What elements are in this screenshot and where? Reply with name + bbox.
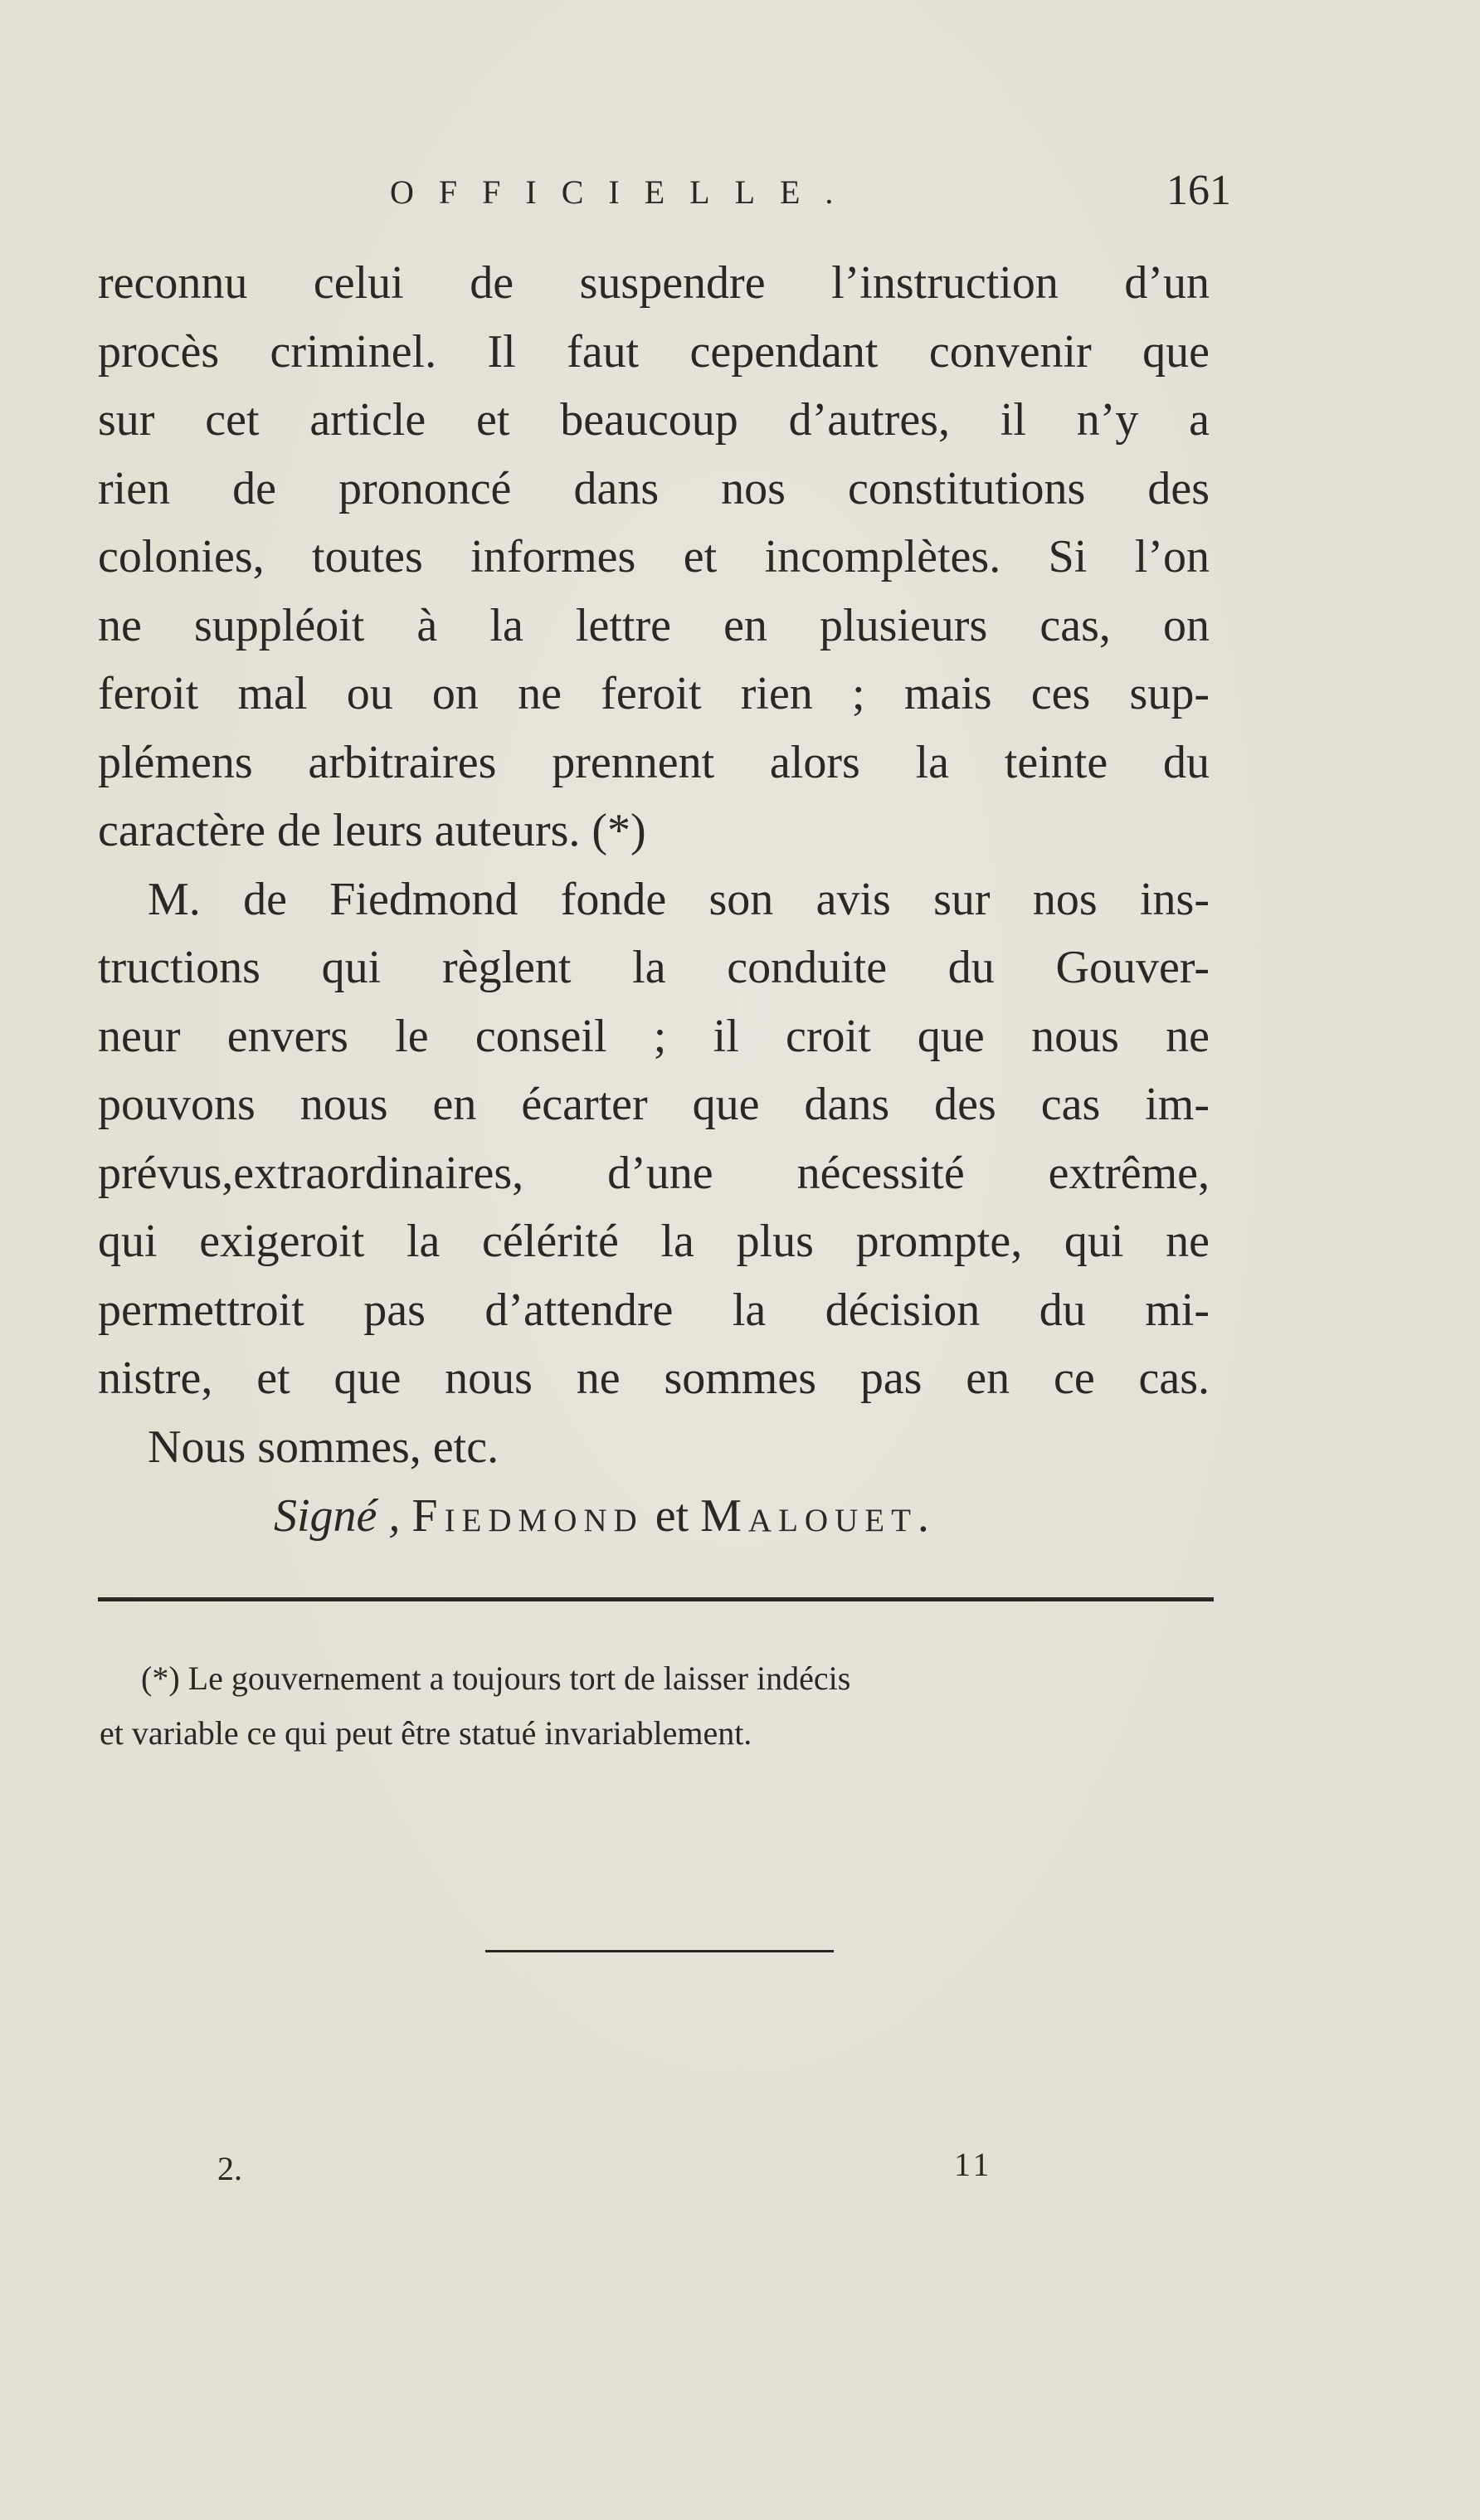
text-line: nistre, et que nous ne sommes pas en ce cas. [98, 1353, 1210, 1404]
signature-mark: 2. [217, 2150, 242, 2187]
text-line: ne suppléoit à la lettre en plusieurs cas, on [98, 599, 1210, 651]
text-line: rien de prononcé dans nos constitutions des [98, 462, 1210, 514]
conjunction: et [655, 1490, 689, 1542]
text-line: procès criminel. Il faut cependant convenir que [98, 325, 1210, 378]
text-line: reconnu celui de suspendre l’instruction d’un [98, 257, 1210, 309]
text-line: plémens arbitraires prennent alors la teinte du [98, 736, 1210, 788]
running-head: OFFICIELLE. [390, 173, 859, 211]
signatory-name: Fiedmond [411, 1490, 644, 1542]
text-line: colonies, toutes informes et incomplètes. Si l’on [98, 531, 1210, 582]
text-line: caractère de leurs auteurs. (*) [98, 805, 646, 856]
text-line: pouvons nous en écarter que dans des cas im- [98, 1079, 1210, 1130]
footnote-line: (*) Le gouvernement a toujours tort de laisser indécis [141, 1660, 851, 1697]
text-line: prévus,extraordinaires, d’une nécessité extrême, [98, 1147, 1210, 1199]
signe-label: Signé , [274, 1490, 401, 1542]
gathering-mark: 11 [954, 2146, 993, 2183]
text-line: feroit mal ou on ne feroit rien ; mais ces sup- [98, 668, 1210, 719]
closing-rule [485, 1950, 834, 1952]
signatory-name: Malouet. [700, 1490, 936, 1542]
text-line: qui exigeroit la célérité la plus prompte, qui ne [98, 1216, 1210, 1267]
text-line: sur cet article et beaucoup d’autres, il n’y a [98, 394, 1210, 446]
text-line: Nous sommes, etc. [148, 1421, 499, 1473]
footnote [100, 1651, 1228, 1761]
text-line: neur envers le conseil ; il croit que nous ne [98, 1010, 1210, 1062]
footnote-line: et variable ce qui peut être statué invariablement. [100, 1714, 752, 1752]
text-line: tructions qui règlent la conduite du Gouver- [98, 942, 1210, 993]
body-text [98, 249, 1210, 1481]
text-line: permettroit pas d’attendre la décision du mi- [98, 1284, 1210, 1336]
page-number: 161 [1166, 167, 1231, 214]
footnote-rule [98, 1597, 1214, 1601]
signature-line [274, 1489, 936, 1543]
text-line: M. de Fiedmond fonde son avis sur nos ins- [148, 873, 1210, 925]
